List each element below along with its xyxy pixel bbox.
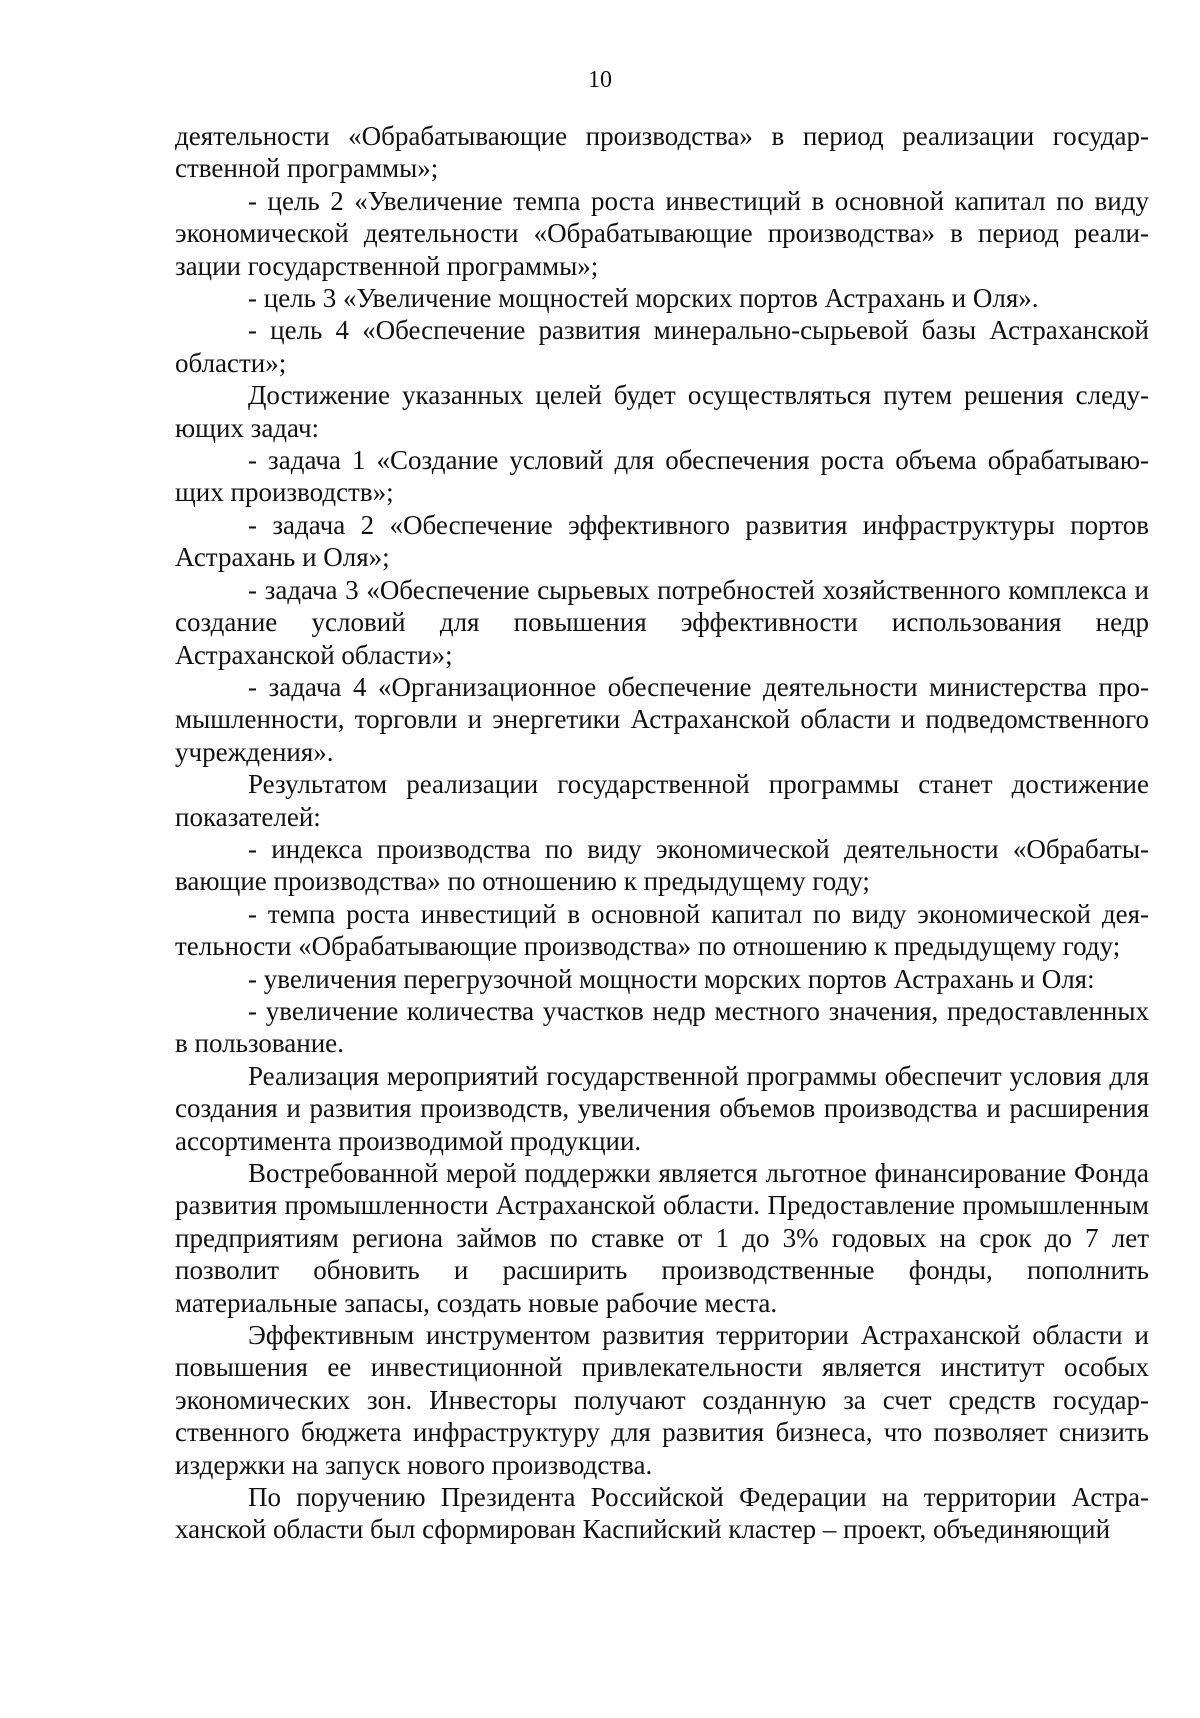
paragraph: - задача 1 «Создание условий для обеспечения роста объема обрабатывающих производств»; xyxy=(175,445,1149,508)
paragraph: - задача 4 «Организационное обеспечение деятельности министерства промышленности, торговли и энергетики Астраханской области и подведомственного учреждения». xyxy=(175,671,1149,767)
paragraph: По поручению Президента Российской Федерации на территории Астраханской области был сформирован Каспийский кластер – проект, объединяющий xyxy=(175,1482,1149,1545)
paragraph: - индекса производства по виду экономической деятельности «Обрабатывающие производства» по отношению к предыдущему году; xyxy=(175,833,1149,897)
document-body xyxy=(175,120,1149,1546)
paragraph: деятельности «Обрабатывающие производства» в период реализации государственной программы»; xyxy=(175,121,1149,184)
paragraph: - цель 3 «Увеличение мощностей морских портов Астрахань и Оля». xyxy=(248,283,1039,314)
paragraph: - увеличение количества участков недр местного значения, предоставленных в пользование. xyxy=(175,995,1149,1059)
paragraph: Востребованной мерой поддержки является льготное финансирование Фонда развития промышленности Астраханской области. Предоставление промышленным предприятиям региона займов по ставке от 1 до 3% годовых на срок до 7 лет позволит обновить и расширить производственные фонды, пополнить материальные запасы, создать новые рабочие места. xyxy=(175,1158,1149,1318)
paragraph: Достижение указанных целей будет осуществляться путем решения следующих задач: xyxy=(175,380,1149,443)
paragraph: Результатом реализации государственной программы станет достижение показателей: xyxy=(175,769,1149,832)
paragraph: - цель 2 «Увеличение темпа роста инвестиций в основной капитал по виду экономической деятельности «Обрабатывающие производства» в период реализации государственной программы»; xyxy=(175,185,1149,281)
paragraph: Эффективным инструментом развития территории Астраханской области и повышения ее инвестиционной привлекательности является институт особых экономических зон. Инвесторы получают созданную за счет средств государственного бюджета инфраструктуру для развития бизнеса, что позволяет снизить издержки на запуск нового производства. xyxy=(175,1320,1149,1480)
paragraph: Реализация мероприятий государственной программы обеспечит условия для создания и развития производств, увеличения объемов производства и расширения ассортимента производимой продукции. xyxy=(175,1060,1149,1156)
paragraph: - задача 2 «Обеспечение эффективного развития инфраструктуры портов Астрахань и Оля»; xyxy=(175,509,1149,573)
paragraph: - задача 3 «Обеспечение сырьевых потребностей хозяйственного комплекса и создание условий для повышения эффективности использования недр Астраханской области»; xyxy=(175,574,1149,670)
paragraph: - темпа роста инвестиций в основной капитал по виду экономической деятельности «Обрабатывающие производства» по отношению к предыдущему году; xyxy=(175,898,1149,962)
page-number: 10 xyxy=(588,67,612,93)
paragraph: - цель 4 «Обеспечение развития минерально-сырьевой базы Астраханской области»; xyxy=(175,315,1149,378)
paragraph: - увеличения перегрузочной мощности морских портов Астрахань и Оля: xyxy=(248,963,1095,994)
